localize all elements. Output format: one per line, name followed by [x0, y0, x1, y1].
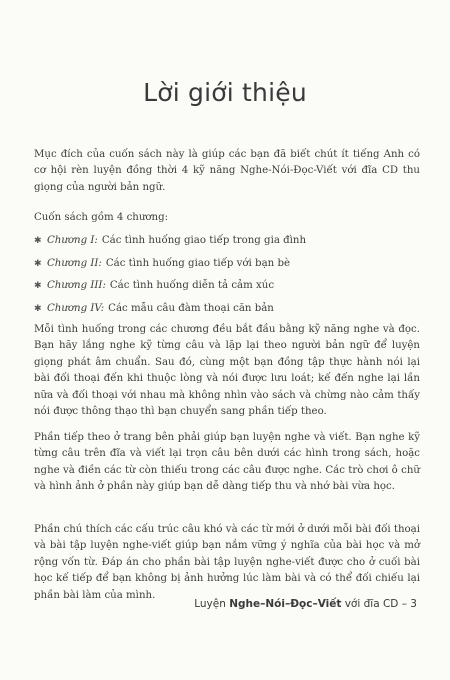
chapter-list-intro: Cuốn sách gồm 4 chương: [34, 212, 169, 223]
asterisk-bullet-icon: ✱ [34, 304, 42, 315]
chapter-title: Các mẫu câu đàm thoại căn bản [108, 303, 274, 315]
page-footer [194, 598, 417, 610]
paragraph-text: Phần tiếp theo ở trang bên phải giúp bạn luyện nghe và viết. Bạn nghe kỹ từng câu trên đĩa và viết lại trọn câu bên dưới các hình trong sách, hoặc nghe và điền các từ còn thiếu trong các câu được nghe. Các trò chơi ô chữ và hình ảnh ở phần này giúp bạn dễ dàng tiếp thu và nhớ bài vừa học. [34, 432, 420, 493]
footer-suffix: với đĩa CD – 3 [344, 598, 417, 610]
chapter-list [34, 207, 420, 321]
paragraph-text: Mục đích của cuốn sách này là giúp các bạn đã biết chút ít tiếng Anh có cơ hội rèn luyện đồng thời 4 kỹ năng Nghe-Nói-Đọc-Viết với đĩa CD thu giọng của người bản ngữ. [34, 149, 420, 193]
intro-paragraph-2 [34, 322, 420, 420]
footer-title: Nghe–Nói–Đọc–Viết [229, 598, 342, 610]
paragraph-text: Mỗi tình huống trong các chương đều bắt đầu bằng kỹ năng nghe và đọc. Bạn hãy lắng nghe kỹ từng câu và lặp lại theo người bản ngữ để luyện giọng phát âm chuẩn. Sau đó, cùng một bạn đồng tập thực hành nói lại bài đối thoại đến khi thuộc lòng và nói được lưu loát; kế đến nghe lại lần nữa và đối thoại với nhau mà không nhìn vào sách và chừng nào cảm thấy nói được thông thạo thì bạn chuyển sang phần tiếp theo. [34, 324, 420, 418]
intro-paragraph-1 [34, 147, 420, 196]
footer-prefix: Luyện [194, 598, 226, 610]
paragraph-text: Phần chú thích các cấu trúc câu khó và các từ mới ở dưới mỗi bài đối thoại và bài tập luyện nghe-viết giúp bạn nắm vững ý nghĩa của bài học và mở rộng vốn từ. Đáp án cho phần bài tập luyện nghe-viết được cho ở cuối bài học kế tiếp để bạn không bị ảnh hưởng lúc làm bài và có thể đối chiếu lại phần bài làm của mình. [34, 524, 420, 601]
asterisk-bullet-icon: ✱ [34, 235, 42, 246]
chapter-item-2 [34, 253, 420, 276]
chapter-number: Chương II: [47, 257, 102, 269]
chapter-item-1 [34, 230, 420, 253]
chapter-item-4 [34, 298, 420, 321]
page-title: Lời giới thiệu [143, 78, 307, 107]
intro-paragraph-4 [34, 522, 420, 604]
chapter-number: Chương I: [47, 234, 98, 246]
chapter-title: Các tình huống diễn tả cảm xúc [109, 280, 275, 292]
asterisk-bullet-icon: ✱ [34, 258, 42, 269]
asterisk-bullet-icon: ✱ [34, 281, 42, 292]
chapter-number: Chương III: [47, 280, 106, 292]
chapter-title: Các tình huống giao tiếp với bạn bè [105, 257, 290, 269]
chapter-item-3 [34, 275, 420, 298]
intro-paragraph-3 [34, 430, 420, 496]
chapter-title: Các tình huống giao tiếp trong gia đình [101, 234, 307, 246]
chapter-number: Chương IV: [47, 303, 105, 315]
